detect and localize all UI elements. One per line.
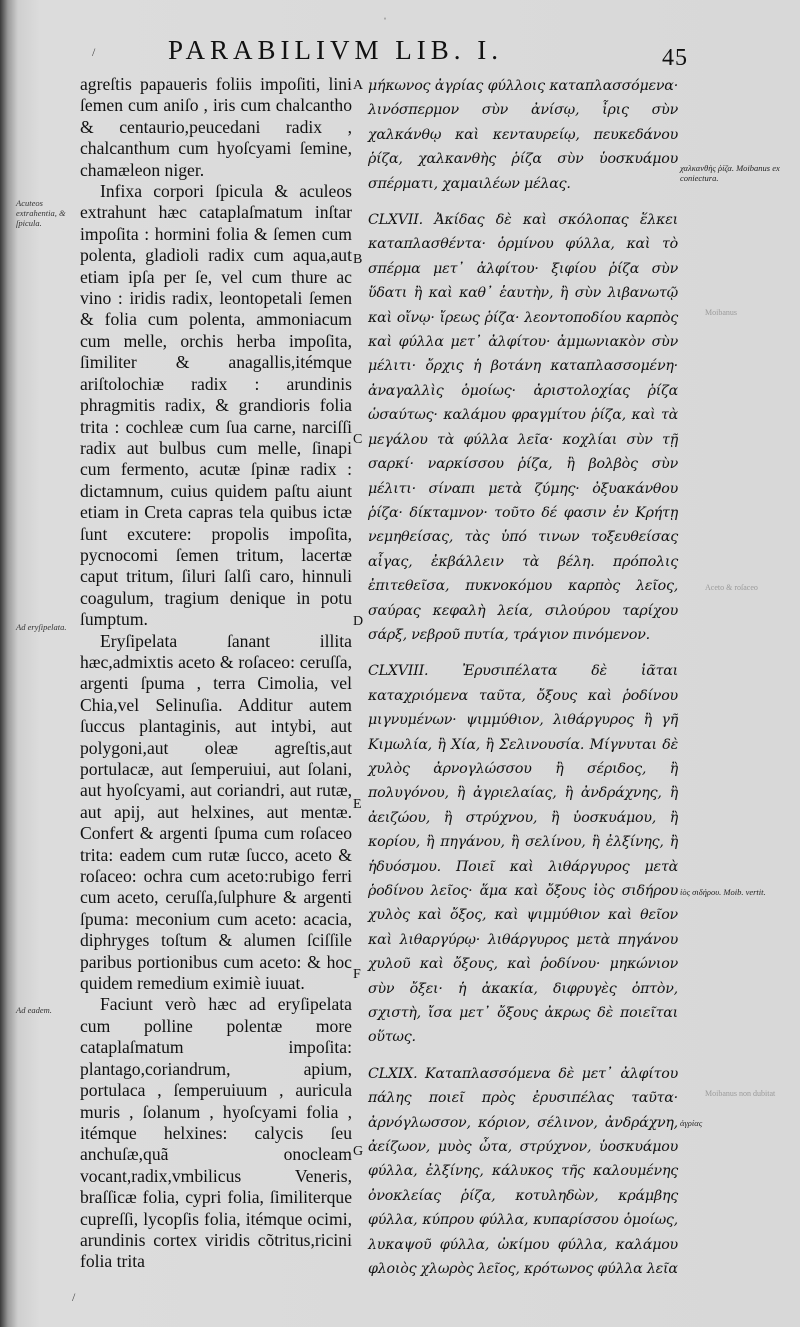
section-letter: A xyxy=(353,78,364,93)
margin-note: ἀγρίας xyxy=(680,1118,703,1128)
margin-note: Ad eadem. xyxy=(16,1005,52,1015)
greek-column xyxy=(368,74,678,1282)
greek-paragraph: μήκωνος ἀγρίας φύλλοις καταπλασσόμενα· λινόσπερμον σὺν ἀνίσῳ, ἶρις σὺν χαλκάνθῳ καὶ κενταυρείῳ, πευκεδάνου ῥίζα, χαλκανθὴς ῥίζα σὺν ὑοσκυάμου σπέρματι, χαμαιλέων μέλας. xyxy=(368,78,678,192)
greek-chapter-168: CLXVIII. Ἐρυσιπέλατα δὲ ἰᾶται καταχριόμενα ταῦτα, ὄξους καὶ ῥοδίνου μιγνυμένων· ψιμμύθιον, λιθάργυρος ἢ γῆ Κιμωλία, ἢ Χία, ἢ Σελινουσία. Μίγνυται δὲ χυλὸς ἀρνογλώσσου ἢ σέριδος, ἢ πολυγόνου, ἢ ἀγριελαίας, ἢ ἀνδράχνης, ἢ ἀειζώου, ἢ στρύχνου, ἢ ὑοσκυάμου, ἢ κορίου, ἢ πηγάνου, ἢ σελίνου, ἢ ἐλξίνης, ἢ ἡδυόσμου. Ποιεῖ καὶ λιθάργυρος μετὰ ῥοδίνου λεῖος· ἅμα καὶ ὄξους ἰὸς σιδήρου χυλὸς καὶ ὄξος, καὶ ψιμμύθιον καὶ θεῖον καὶ λιθαργύρῳ· λιθάργυρος μετὰ πηγάνου χυλοῦ καὶ ὄξους, καὶ ῥοδίνου· μηκώνιον σὺν ὄξει· ἡ ἀκακία, διφρυγὲς ὀπτὸν, σχιστὴ, ἴσα μετ᾽ ὄξους ἀκρως δὲ ποιεῖται οὕτως. xyxy=(368,663,678,1046)
ink-mark: ˈ xyxy=(383,15,387,29)
page-header xyxy=(168,35,688,75)
page-number: 45 xyxy=(662,45,688,71)
latin-paragraph: Infixa corpori ſpicula & aculeos extrahunt hæc cataplaſmatum inſtar impoſita : hormini folia & ſemen cum polenta, gladioli radix cum aqua,aut etiam ipſa per ſe, vel cum thure ac vino : iridis radix, leontopetali ſemen & folia cum polenta, ammoniacum cum melle, orchis herba impoſita, ſimiliter & anagallis,itémque ariſtolochiæ radix : arundinis phragmitis radix, & grandioris folia trita : cochleæ cum ſua carne, narciſſi radix aut bulbus cum melle, ſinapi cum fermento, acutæ ſpinæ radix : dictamnum, cuius quidem paſtu aiunt etiam in Creta capras tela quibus ictæ ſunt excutere: propolis impoſita, pycnocomi ſemen tritum, lacertæ caput tritum, ſiluri ſalſi caro, hinnuli coagulum, tragium denique in potu ſumptum. xyxy=(80,181,352,630)
ink-mark: / xyxy=(72,1290,76,1304)
section-letter: D xyxy=(353,614,364,629)
latin-paragraph: agreſtis papaueris foliis impoſiti, lini ſemen cum aniſo , iris cum chalcantho & centaurio,peucedani radix , chalcanthum cum hyoſcyami ſemine, chamæleon niger. xyxy=(80,74,352,180)
bleed-through-text: Aceto & roſaceo xyxy=(705,583,758,592)
greek-chapter-167: CLXVII. Ἀκίδας δὲ καὶ σκόλοπας ἕλκει καταπλασθέντα· ὁρμίνου φύλλα, καὶ τὸ σπέρμα μετ᾽ ἀλφίτου· ξιφίου ῥίζα σὺν ὕδατι ἢ καὶ καθ᾽ ἑαυτὴν, ἢ σὺν λιβανωτῷ καὶ οἴνῳ· ἴρεως ῥίζα· λεοντοποδίου καρπὸς καὶ φύλλα μετ᾽ ἀλφίτου· ἀμμωνιακὸν σὺν μέλιτι· ὄρχις ἡ βοτάνη καταπλασσομένη· ἀναγαλλὶς ὁμοίως· ἀριστολοχίας ῥίζα ὡσαύτως· καλάμου φραγμίτου ῥίζα, καὶ τὰ μεγάλου τὰ φύλλα λεῖα· κοχλίαι σὺν τῇ σαρκί· ναρκίσσου ῥίζα, ἢ βολβὸς σὺν μέλιτι· σίναπι μετὰ ζύμης· ὀξυακάνθου ῥίζα· δίκταμνον· τοῦτο δέ φασιν ἐν Κρήτῃ νεμηθείσας, τὰς ὑπό τινων τοξευθείσας αἶγας, ἐκβάλλειν τὰ βέλη. πρόπολις ἐπιτεθεῖσα, πυκνοκόμου καρπὸς λεῖος, σαύρας κεφαλὴ λεία, σιλούρου ταρίχου σάρξ, νεβροῦ πυτία, τράγιον πινόμενον. xyxy=(368,212,678,643)
latin-column xyxy=(80,74,352,1273)
latin-paragraph: Eryſipelata ſanant illita hæc,admixtis aceto & roſaceo: ceruſſa, argenti ſpuma , terra Cimolia, vel Chia,vel Selinuſia. Additur autem ſuccus plantaginis, aut intybi, aut polygoni,aut oleæ agreſtis,aut portulacæ, aut ſemperuiui, aut ſolani, aut hyoſcyami, aut coriandri, aut rutæ, aut apij, aut helxines, aut mentæ. Confert & argenti ſpuma cum roſaceo trita: eadem cum rutæ ſucco, aceto & roſaceo: ochra cum aceto:rubigo ferri cum aceto, ceruſſa,ſulphure & argenti ſpuma: meconium cum aceto: acacia, diphryges toſtum & alumen ſciſſile paribus portionibus cum aceto: & hoc quidem remedium eximiè iuuat. xyxy=(80,630,352,994)
section-letter: C xyxy=(353,432,363,447)
margin-note: Ad eryſipelata. xyxy=(16,622,67,632)
margin-note: Acuteos extrahentia, & ſpicula. xyxy=(16,198,66,228)
bleed-through-text: Moibanus non dubitat xyxy=(705,1089,776,1098)
running-title: PARABILIVM LIB. I. xyxy=(168,35,504,65)
greek-chapter-169: CLXIX. Καταπλασσόμενα δὲ μετ᾽ ἀλφίτου πάλης ποιεῖ πρὸς ἐρυσιπέλας ταῦτα· ἀρνόγλωσσον, κόριον, σέλινον, ἀνδράχνη, ἀείζωον, μυὸς ὦτα, στρύχνον, ὑοσκυάμου φύλλα, ἐλξίνης, κάλυκος τῆς καλουμένης ὀνοκλείας ῥίζα, κοτυληδὼν, κράμβης φύλλα, κύπρου φύλλα, κυπαρίσσου ὁμοίως, λυκαψοῦ φύλλα, ὠκίμου φύλλα, καλάμου φλοιὸς χλωρὸς λεῖος, κρότωνος φύλλα λεῖα xyxy=(368,1065,678,1278)
margin-note: χαλκανθὴς ῥίζα. Moibanus ex coniectura. xyxy=(680,163,780,183)
latin-paragraph: Faciunt verò hæc ad eryſipelata cum polline polentæ more cataplaſmatum impoſita: plantago,coriandrum, apium, portulaca , ſemperuiuum , auricula muris , ſolanum , hyoſcyami folia , itémque helxines: calycis ſeu anchuſæ,quã onocleam vocant,radix,vmbilicus Veneris, braſſicæ folia, cypri folia, ſimiliterque cupreſſi, lycopſis folia, itémque ocimi, arundinis cortex viridis cõtritus,ricini folia trita xyxy=(80,994,352,1272)
margin-note: ἰὸς σιδήρου. Moib. vertit. xyxy=(680,887,766,897)
bleed-through-text: Moibanus xyxy=(705,308,737,317)
ink-mark: / xyxy=(92,45,96,59)
section-letter: B xyxy=(353,252,363,267)
section-letter: G xyxy=(353,1144,364,1159)
section-letter: E xyxy=(353,797,362,812)
section-letter: F xyxy=(353,967,361,982)
